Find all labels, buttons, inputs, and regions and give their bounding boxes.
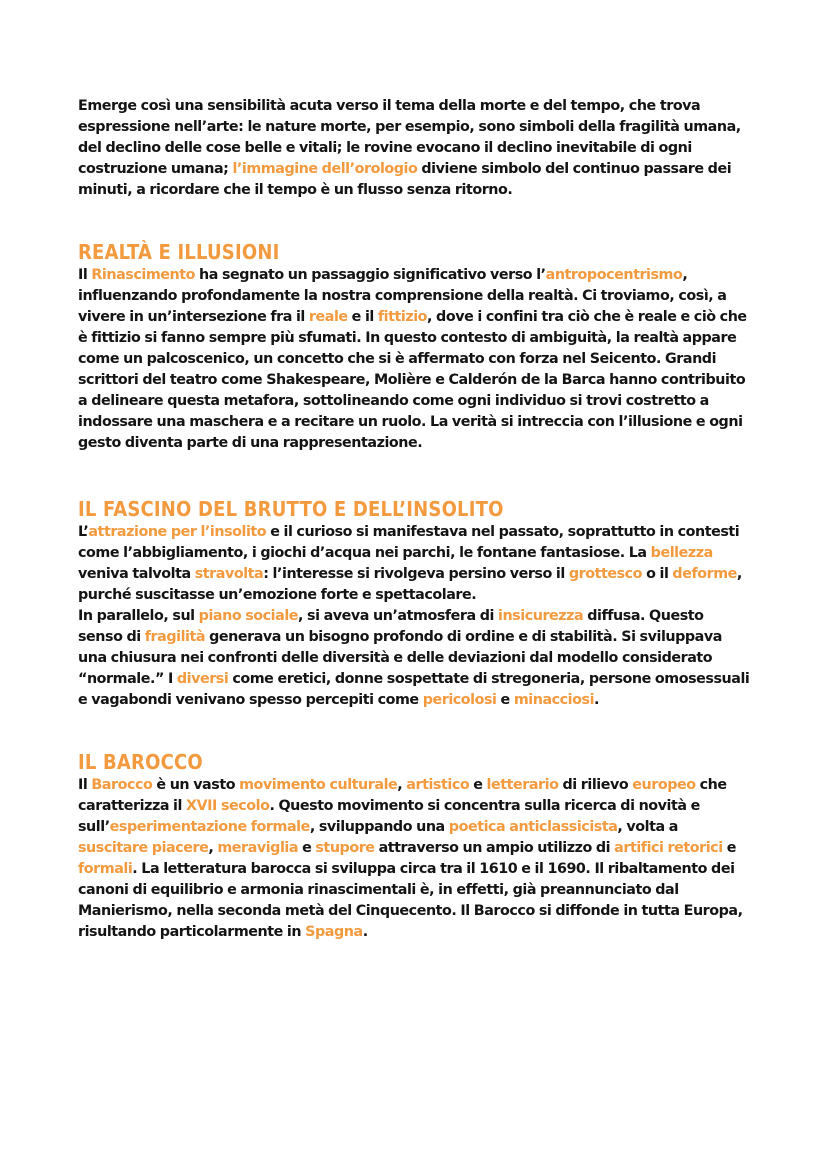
text-run: e [722, 840, 736, 856]
highlighted-term: fragilità [144, 629, 206, 645]
text-run: o il [642, 566, 673, 582]
text-run: . [594, 692, 600, 708]
text-run: è un vasto [152, 777, 240, 793]
text-run: diffusa. Questo senso di [78, 608, 704, 645]
text-run: di rilievo [558, 777, 633, 793]
highlighted-term: stravolta [194, 566, 264, 582]
text-run: , [208, 840, 218, 856]
section-paragraph [78, 265, 750, 454]
text-run: come eretici, donne sospettate di stregoneria, persone omosessuali e vagabondi venivano spesso percepiti come [78, 671, 750, 708]
highlighted-term: bellezza [650, 545, 713, 561]
text-run: , [397, 777, 407, 793]
section-paragraph [78, 775, 750, 943]
highlighted-term: stupore [315, 840, 375, 856]
text-run: che caratterizza il [78, 777, 727, 814]
text-run: Il [78, 267, 92, 283]
highlighted-term: Rinascimento [91, 267, 196, 283]
highlighted-term: fittizio [377, 309, 428, 325]
notes-page [78, 96, 750, 943]
text-run: e [469, 777, 487, 793]
highlighted-term: artifici retorici [614, 840, 723, 856]
text-run: e il curioso si manifestava nel passato, soprattutto in contesti come l’abbigliamento, i giochi d’acqua nei parchi, le fontane fantasiose. La [78, 524, 740, 561]
highlighted-term: Barocco [91, 777, 153, 793]
text-run: L’ [78, 524, 89, 540]
highlighted-term: europeo [632, 777, 696, 793]
section-title-fascino: IL FASCINO DEL BRUTTO E DELL’INSOLITO [78, 497, 504, 521]
highlighted-term: l’immagine dell’orologio [232, 161, 418, 177]
text-run: veniva talvolta [78, 566, 195, 582]
highlighted-term: esperimentazione formale [109, 819, 310, 835]
text-run: , influenzando profondamente la nostra comprensione della realtà. Ci troviamo, così, a vivere in un’intersezione fra il [78, 267, 727, 325]
text-run: . Questo movimento si concentra sulla ricerca di novità e sull’ [78, 798, 700, 835]
highlighted-term: movimento culturale [239, 777, 398, 793]
highlighted-term: insicurezza [498, 608, 584, 624]
highlighted-term: suscitare piacere [78, 840, 209, 856]
highlighted-term: reale [308, 309, 348, 325]
highlighted-term: Spagna [305, 924, 363, 940]
section-realta [78, 239, 750, 454]
section-barocco [78, 749, 750, 943]
section-paragraph [78, 606, 750, 711]
highlighted-term: letterario [486, 777, 559, 793]
text-run: , purché suscitasse un’emozione forte e spettacolare. [78, 566, 742, 603]
section-body-barocco [78, 775, 750, 943]
text-run: , volta a [617, 819, 678, 835]
text-run: : l’interesse si rivolgeva persino verso il [263, 566, 569, 582]
text-run: In parallelo, sul [78, 608, 199, 624]
text-run: . La letteratura barocca si sviluppa circa tra il 1610 e il 1690. Il ribaltamento dei canoni di equilibrio e armonia rinascimentali è, in effetti, già preannunciato dal Manierismo, nella seconda metà del Cinquecento. Il Barocco si diffonde in tutta Europa, risultando particolarmente in [78, 861, 743, 940]
text-run: diviene simbolo del continuo passare dei minuti, a ricordare che il tempo è un flusso senza ritorno. [78, 161, 732, 198]
text-run: , dove i confini tra ciò che è reale e ciò che è fittizio si fanno sempre più sfumati. In questo contesto di ambiguità, la realtà appare come un palcoscenico, un concetto che si è affermato con forza nel Seicento. Grandi scrittori del teatro come Shakespeare, Molière e Calderón de la Barca hanno contribuito a delineare questa metafora, sottolineando come ogni individuo si trovi costretto a indossare una maschera e a recitare un ruolo. La verità si intreccia con l’illusione e ogni gesto diventa parte di una rappresentazione. [78, 309, 747, 451]
section-title-realta: REALTÀ E ILLUSIONI [78, 240, 280, 264]
section-body-realta [78, 265, 750, 454]
highlighted-term: diversi [176, 671, 229, 687]
text-run: e il [347, 309, 378, 325]
intro-paragraph [78, 96, 750, 201]
text-run: . [362, 924, 368, 940]
text-run: Il [78, 777, 92, 793]
highlighted-term: antropocentrismo [545, 267, 683, 283]
highlighted-term: poetica anticlassicista [448, 819, 618, 835]
text-run: e [298, 840, 316, 856]
highlighted-term: deforme [672, 566, 737, 582]
section-body-fascino [78, 522, 750, 711]
text-run: , si aveva un’atmosfera di [298, 608, 498, 624]
text-run: Emerge così una sensibilità acuta verso il tema della morte e del tempo, che trova espressione nell’arte: le nature morte, per esempio, sono simboli della fragilità umana, del declino delle cose belle e vitali; le rovine evocano il declino inevitabile di ogni costruzione umana; [78, 98, 741, 177]
text-run: e [496, 692, 514, 708]
section-fascino [78, 496, 750, 711]
highlighted-term: grottesco [568, 566, 643, 582]
highlighted-term: artistico [406, 777, 470, 793]
section-paragraph [78, 522, 750, 606]
text-run: attraverso un ampio utilizzo di [374, 840, 615, 856]
highlighted-term: minacciosi [513, 692, 595, 708]
section-title-barocco: IL BAROCCO [78, 750, 203, 774]
highlighted-term: pericolosi [422, 692, 497, 708]
text-run: , sviluppando una [309, 819, 449, 835]
highlighted-term: piano sociale [198, 608, 299, 624]
highlighted-term: attrazione per l’insolito [88, 524, 267, 540]
highlighted-term: meraviglia [217, 840, 299, 856]
text-run: ha segnato un passaggio significativo verso l’ [195, 267, 546, 283]
text-run: generava un bisogno profondo di ordine e di stabilità. Si sviluppava una chiusura nei confronti delle diversità e delle deviazioni dal modello considerato “normale.” I [78, 629, 722, 687]
highlighted-term: XVII secolo [185, 798, 270, 814]
highlighted-term: formali [78, 861, 133, 877]
